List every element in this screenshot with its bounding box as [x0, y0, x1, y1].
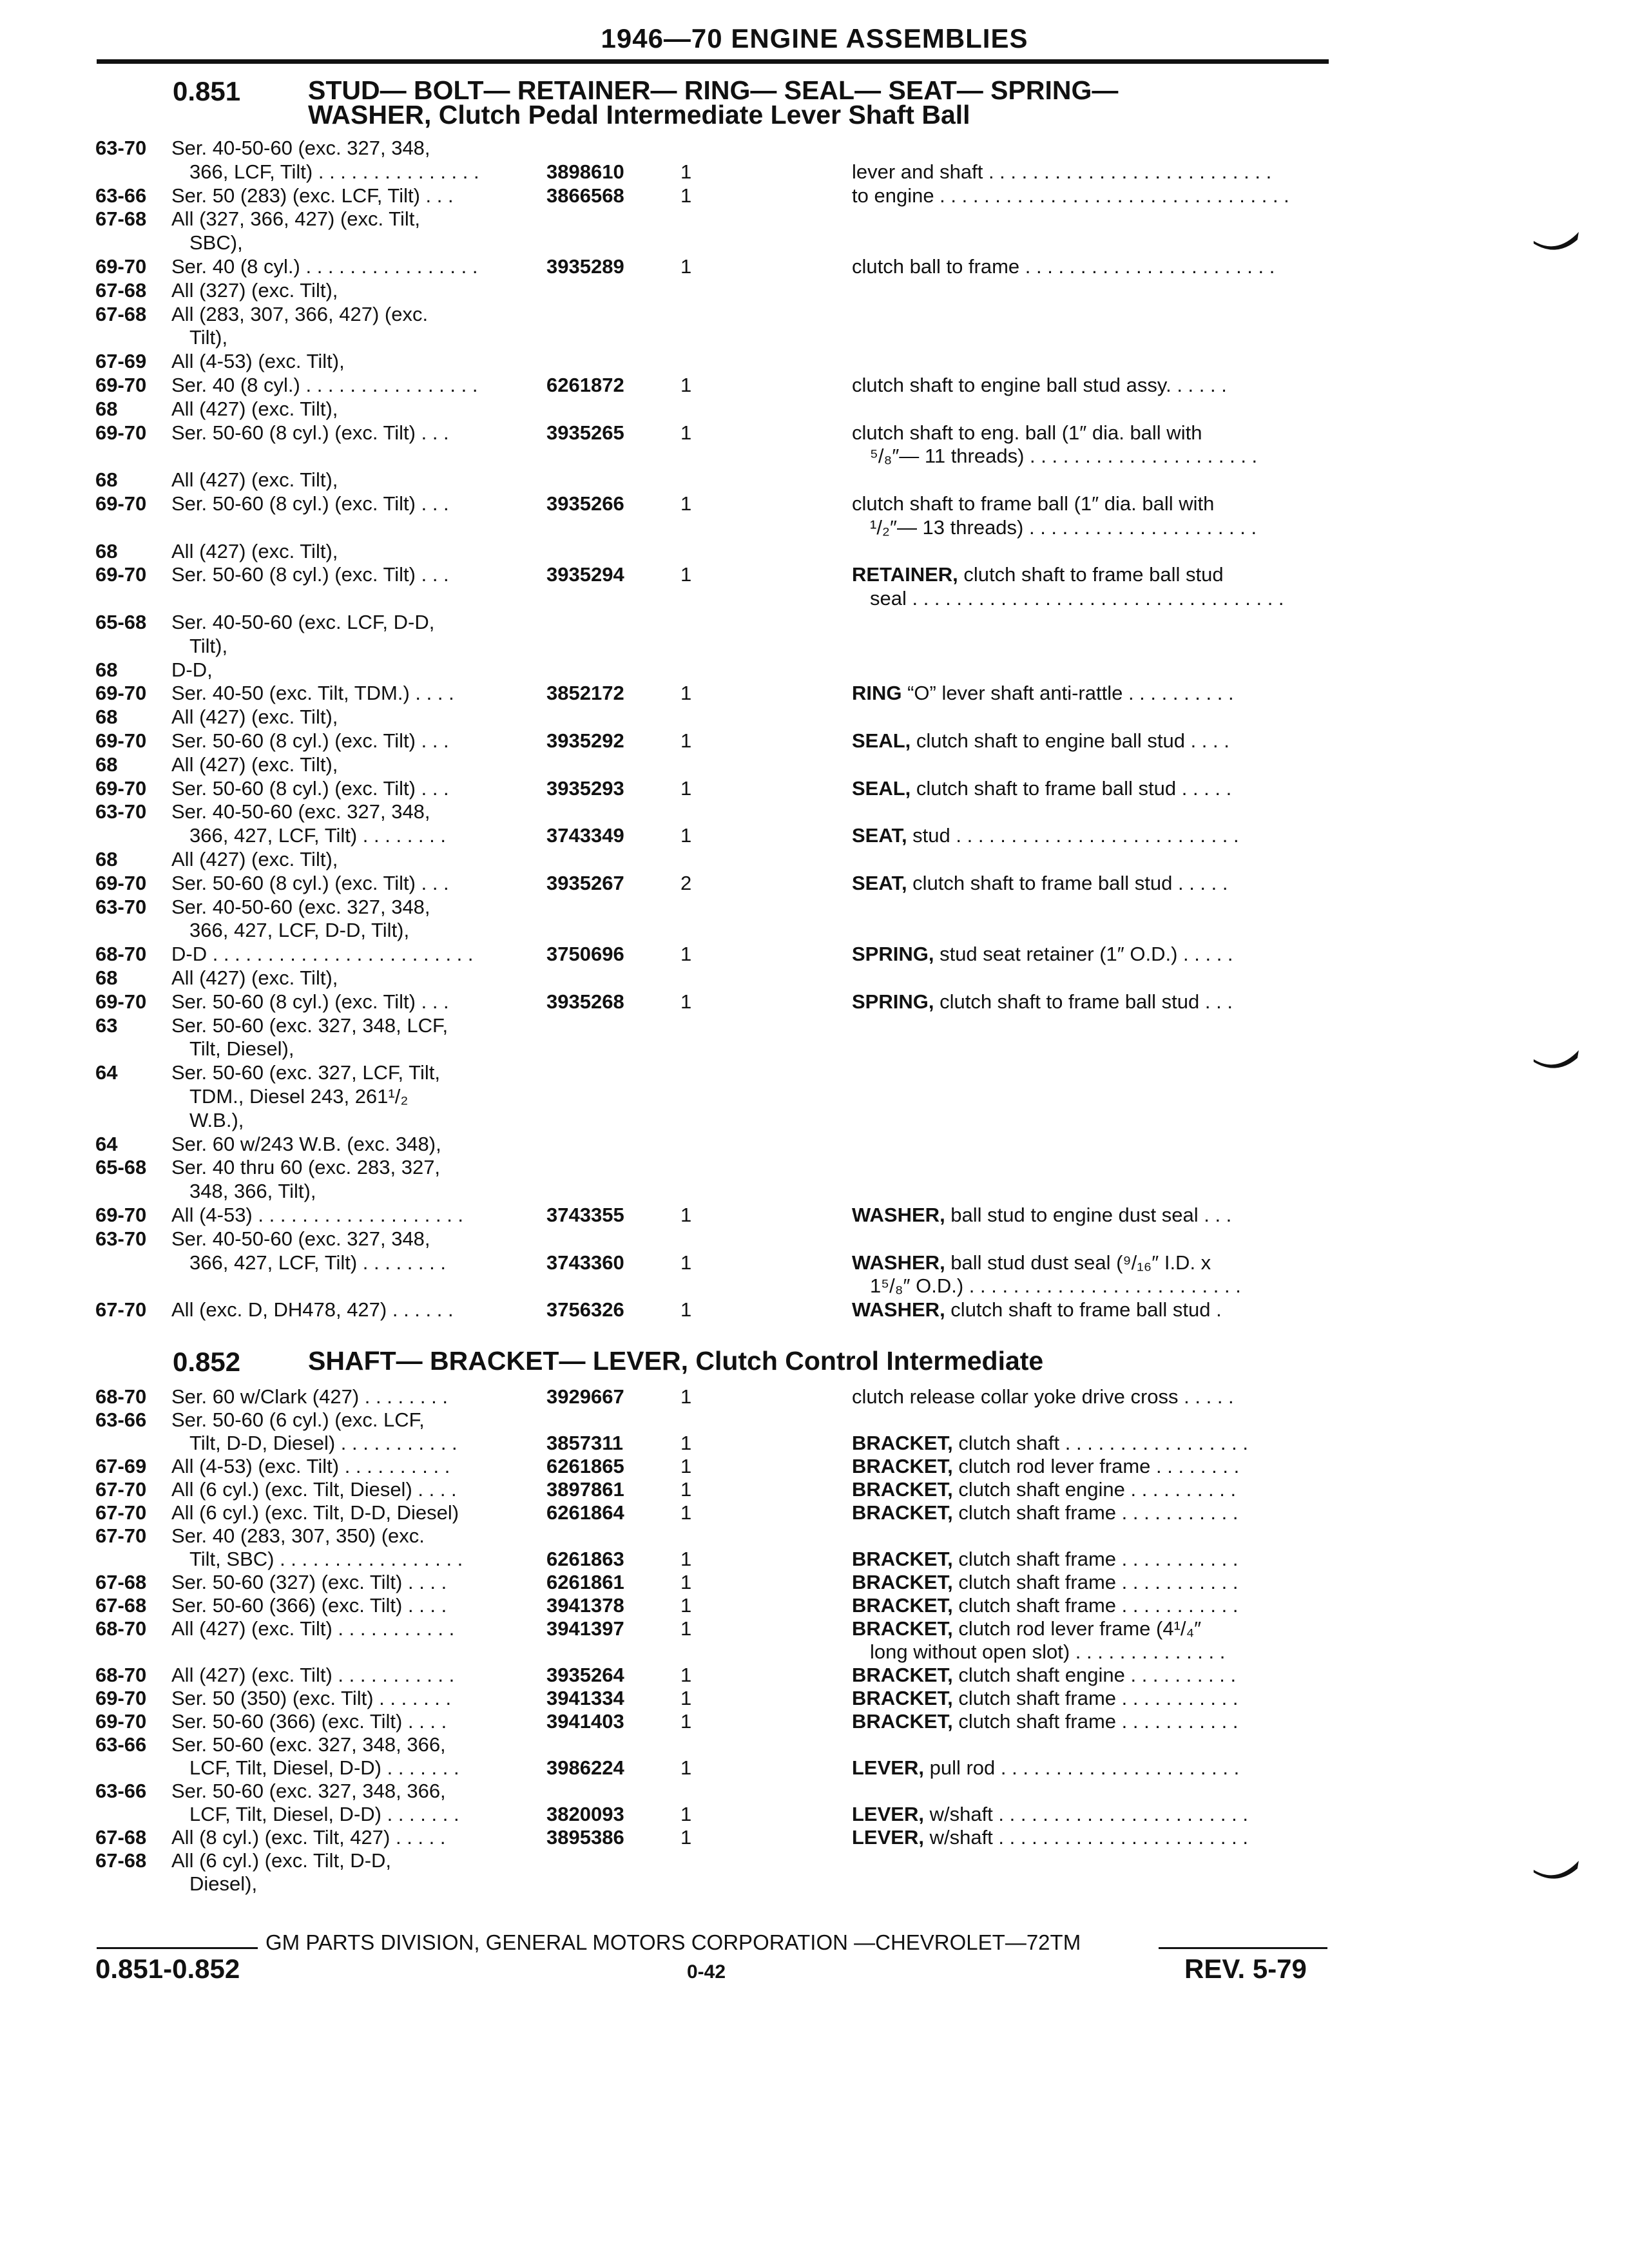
quantity: 2	[680, 871, 692, 894]
part-name: SEAL,	[852, 776, 911, 800]
year-range: 67-68	[95, 1594, 147, 1617]
part-description	[852, 516, 1326, 539]
description-text: seal . . . . . . . . . . . . . . . . . . . . . . . . . . . . . . . . . .	[870, 587, 1284, 610]
part-description	[852, 1664, 1326, 1687]
year-range: 67-70	[95, 1524, 147, 1547]
part-number: 3941334	[546, 1687, 624, 1709]
description-text: clutch shaft to frame ball stud	[958, 563, 1224, 586]
quantity: 1	[680, 1251, 692, 1274]
year-range: 64	[95, 1132, 118, 1155]
quantity: 1	[680, 1571, 692, 1593]
application: W.B.),	[189, 1108, 244, 1131]
quantity: 1	[680, 824, 692, 847]
quantity: 1	[680, 1617, 692, 1640]
part-description	[852, 1571, 1326, 1594]
application: Ser. 50-60 (366) (exc. Tilt) . . . .	[171, 1594, 447, 1617]
application: Ser. 50-60 (8 cyl.) (exc. Tilt) . . .	[171, 871, 449, 894]
year-range: 67-68	[95, 302, 147, 325]
part-number: 3935292	[546, 729, 624, 752]
part-name: WASHER,	[852, 1204, 945, 1226]
description-text: w/shaft . . . . . . . . . . . . . . . . . . . . . . .	[923, 1803, 1248, 1825]
application: Ser. 40 thru 60 (exc. 283, 327,	[171, 1156, 441, 1179]
quantity: 1	[680, 1501, 692, 1524]
year-range: 64	[95, 1061, 118, 1084]
part-number: 3929667	[546, 1385, 624, 1408]
description-text: clutch shaft frame . . . . . . . . . . .	[952, 1710, 1239, 1733]
part-number: 6261872	[546, 374, 624, 396]
application: Ser. 50-60 (327) (exc. Tilt) . . . .	[171, 1571, 447, 1593]
application: Ser. 40-50-60 (exc. 327, 348,	[171, 800, 430, 823]
part-description	[852, 1594, 1326, 1617]
part-description	[852, 943, 1326, 966]
application: Ser. 60 w/Clark (427) . . . . . . . .	[171, 1385, 448, 1408]
year-range: 69-70	[95, 1687, 147, 1709]
application: All (427) (exc. Tilt) . . . . . . . . . . .	[171, 1617, 455, 1640]
application: Tilt),	[189, 326, 228, 349]
application: Ser. 50-60 (exc. 327, 348, LCF,	[171, 1014, 448, 1037]
application: Ser. 50-60 (8 cyl.) (exc. Tilt) . . .	[171, 729, 449, 752]
year-range: 67-70	[95, 1478, 147, 1501]
footer-rule-right	[1159, 1947, 1327, 1949]
description-text: clutch shaft to frame ball stud . . .	[934, 990, 1233, 1013]
part-name: LEVER,	[852, 1756, 924, 1779]
description-text: clutch shaft frame . . . . . . . . . . .	[952, 1687, 1239, 1709]
year-range: 69-70	[95, 255, 147, 278]
part-number: 6261864	[546, 1501, 624, 1524]
quantity: 1	[680, 943, 692, 966]
part-number: 3935294	[546, 563, 624, 586]
year-range: 63-66	[95, 1780, 147, 1802]
quantity: 1	[680, 1687, 692, 1709]
part-description	[852, 1640, 1326, 1664]
part-name: SPRING,	[852, 990, 934, 1013]
description-text: clutch release collar yoke drive cross . . . . .	[852, 1385, 1234, 1408]
part-number: 6261865	[546, 1455, 624, 1477]
part-description	[852, 1274, 1326, 1298]
part-number: 3935264	[546, 1664, 624, 1686]
description-text: clutch shaft to eng. ball (1″ dia. ball with	[852, 421, 1202, 444]
year-range: 68	[95, 966, 118, 989]
description-text: w/shaft . . . . . . . . . . . . . . . . . . . . . . .	[923, 1826, 1248, 1849]
application: 348, 366, Tilt),	[189, 1180, 316, 1203]
part-name: BRACKET,	[852, 1455, 953, 1477]
year-range: 63-70	[95, 895, 147, 918]
year-range: 67-68	[95, 278, 147, 302]
application: TDM., Diesel 243, 261¹/₂	[189, 1085, 409, 1108]
application: All (427) (exc. Tilt),	[171, 539, 338, 562]
application: Ser. 50-60 (8 cyl.) (exc. Tilt) . . .	[171, 990, 449, 1013]
application: Ser. 50-60 (6 cyl.) (exc. LCF,	[171, 1408, 425, 1431]
part-number: 3935267	[546, 871, 624, 894]
year-range: 63-66	[95, 1733, 147, 1756]
year-range: 69-70	[95, 682, 147, 705]
part-number: 6261863	[546, 1548, 624, 1570]
description-text: lever and shaft . . . . . . . . . . . . . . . . . . . . . . . . . .	[852, 160, 1272, 183]
part-name: RETAINER,	[852, 563, 958, 586]
part-number: 3935268	[546, 990, 624, 1013]
part-number: 3756326	[546, 1298, 624, 1321]
year-range: 68-70	[95, 1385, 147, 1408]
description-text: ¹/₂″— 13 threads) . . . . . . . . . . . . . . . . . . . . .	[870, 515, 1257, 539]
part-name: RING	[852, 682, 902, 705]
year-range: 68-70	[95, 1664, 147, 1686]
year-range: 69-70	[95, 421, 147, 444]
part-description	[852, 1455, 1326, 1478]
application: All (4-53) (exc. Tilt),	[171, 350, 345, 373]
part-number: 3743355	[546, 1204, 624, 1226]
description-text: clutch shaft to frame ball stud . . . . .	[911, 776, 1232, 800]
part-name: LEVER,	[852, 1803, 924, 1825]
quantity: 1	[680, 421, 692, 444]
year-range: 63-70	[95, 800, 147, 823]
part-number: 3941397	[546, 1617, 624, 1640]
application: Tilt),	[189, 634, 228, 657]
year-range: 68	[95, 397, 118, 420]
footer-page-number: 0-42	[687, 1961, 726, 1983]
part-description	[852, 184, 1326, 207]
description-text: pull rod . . . . . . . . . . . . . . . . . . . . . .	[923, 1756, 1240, 1779]
quantity: 1	[680, 1664, 692, 1686]
application: Ser. 50-60 (366) (exc. Tilt) . . . .	[171, 1710, 447, 1733]
part-description	[852, 990, 1326, 1014]
quantity: 1	[680, 1548, 692, 1570]
application: All (6 cyl.) (exc. Tilt, Diesel) . . . .	[171, 1478, 457, 1501]
year-range: 69-70	[95, 492, 147, 515]
application: Ser. 40-50-60 (exc. LCF, D-D,	[171, 611, 435, 633]
footer-revision: REV. 5-79	[1184, 1954, 1307, 1984]
part-description	[852, 374, 1326, 397]
description-text: clutch shaft to frame ball (1″ dia. ball with	[852, 492, 1215, 515]
year-range: 68-70	[95, 1617, 147, 1640]
description-text: stud . . . . . . . . . . . . . . . . . . . . . . . . . .	[907, 824, 1239, 847]
description-text: clutch ball to frame . . . . . . . . . . . . . . . . . . . . . . .	[852, 255, 1275, 278]
footer-section-range: 0.851-0.852	[95, 1954, 240, 1984]
application: Ser. 50 (350) (exc. Tilt) . . . . . . .	[171, 1687, 452, 1709]
year-range: 69-70	[95, 1710, 147, 1733]
part-number: 6261861	[546, 1571, 624, 1593]
year-range: 65-68	[95, 611, 147, 633]
year-range: 63-66	[95, 184, 147, 207]
description-text: long without open slot) . . . . . . . . . . . . . .	[870, 1640, 1226, 1663]
part-name: SPRING,	[852, 943, 934, 966]
part-name: WASHER,	[852, 1298, 945, 1321]
description-text: clutch shaft frame . . . . . . . . . . .	[952, 1501, 1239, 1524]
footer-rule-left	[97, 1947, 258, 1949]
part-number: 3986224	[546, 1756, 624, 1779]
quantity: 1	[680, 1826, 692, 1849]
application: All (427) (exc. Tilt),	[171, 848, 338, 870]
year-range: 68	[95, 539, 118, 562]
part-name: SEAT,	[852, 871, 907, 894]
year-range: 63-66	[95, 1408, 147, 1431]
part-description	[852, 872, 1326, 895]
description-text: “O” lever shaft anti-rattle . . . . . . . . . .	[901, 682, 1234, 705]
application: All (427) (exc. Tilt),	[171, 966, 338, 989]
title-rule	[97, 59, 1329, 64]
application: Tilt, SBC) . . . . . . . . . . . . . . . . .	[189, 1548, 463, 1570]
application: Ser. 40-50-60 (exc. 327, 348,	[171, 895, 430, 918]
description-text: clutch shaft to engine ball stud assy. . . . . .	[852, 374, 1227, 396]
year-range: 68	[95, 753, 118, 776]
application: 366, 427, LCF, D-D, Tilt),	[189, 919, 410, 942]
part-number: 3935293	[546, 776, 624, 800]
application: 366, 427, LCF, Tilt) . . . . . . . .	[189, 824, 446, 847]
quantity: 1	[680, 160, 692, 183]
year-range: 68-70	[95, 943, 147, 966]
description-text: clutch shaft to frame ball stud . . . . .	[907, 871, 1228, 894]
quantity: 1	[680, 1594, 692, 1617]
quantity: 1	[680, 990, 692, 1013]
application: All (427) (exc. Tilt),	[171, 468, 338, 492]
quantity: 1	[680, 255, 692, 278]
description-text: ball stud dust seal (⁹/₁₆″ I.D. x	[945, 1251, 1211, 1274]
application: Ser. 50-60 (exc. 327, LCF, Tilt,	[171, 1061, 440, 1084]
year-range: 69-70	[95, 776, 147, 800]
part-description	[852, 1501, 1326, 1524]
part-description	[852, 421, 1326, 445]
description-text: ball stud to engine dust seal . . .	[945, 1204, 1232, 1226]
quantity: 1	[680, 1385, 692, 1408]
quantity: 1	[680, 184, 692, 207]
application: LCF, Tilt, Diesel, D-D) . . . . . . .	[189, 1756, 459, 1779]
section-title: SHAFT— BRACKET— LEVER, Clutch Control Intermediate	[308, 1346, 1044, 1376]
binding-mark	[1531, 1849, 1583, 1888]
part-number: 3898610	[546, 160, 624, 183]
quantity: 1	[680, 1432, 692, 1454]
application: All (427) (exc. Tilt),	[171, 706, 338, 729]
application: All (283, 307, 366, 427) (exc.	[171, 302, 429, 325]
part-number: 3895386	[546, 1826, 624, 1849]
application: 366, 427, LCF, Tilt) . . . . . . . .	[189, 1251, 446, 1274]
application: Ser. 50-60 (exc. 327, 348, 366,	[171, 1780, 446, 1802]
year-range: 63-70	[95, 137, 147, 159]
year-range: 69-70	[95, 871, 147, 894]
part-description	[852, 1617, 1326, 1640]
application: 366, LCF, Tilt) . . . . . . . . . . . . . . .	[189, 160, 479, 183]
quantity: 1	[680, 1803, 692, 1825]
application: Tilt, Diesel),	[189, 1037, 294, 1061]
part-name: BRACKET,	[852, 1664, 953, 1686]
year-range: 69-70	[95, 990, 147, 1013]
binding-mark	[1531, 1039, 1583, 1077]
part-number: 3935266	[546, 492, 624, 515]
application: Diesel),	[189, 1872, 258, 1895]
year-range: 67-69	[95, 1455, 147, 1477]
part-description	[852, 1548, 1326, 1571]
quantity: 1	[680, 1710, 692, 1733]
part-number: 3941403	[546, 1710, 624, 1733]
description-text: clutch shaft frame . . . . . . . . . . .	[952, 1571, 1239, 1593]
section-title-line1: STUD— BOLT— RETAINER— RING— SEAL— SEAT— SPRING—	[308, 75, 1119, 105]
application: All (6 cyl.) (exc. Tilt, D-D,	[171, 1849, 392, 1872]
footer-publisher: GM PARTS DIVISION, GENERAL MOTORS CORPORATION —CHEVROLET—72TM	[265, 1930, 1081, 1954]
quantity: 1	[680, 1298, 692, 1321]
section-title-line2: WASHER, Clutch Pedal Intermediate Lever Shaft Ball	[308, 100, 970, 130]
application: All (427) (exc. Tilt),	[171, 397, 338, 420]
part-description	[852, 824, 1326, 847]
quantity: 1	[680, 374, 692, 396]
application: All (4-53) . . . . . . . . . . . . . . . . . . .	[171, 1204, 464, 1226]
part-name: BRACKET,	[852, 1432, 953, 1454]
application: All (8 cyl.) (exc. Tilt, 427) . . . . .	[171, 1826, 446, 1849]
application: Ser. 50-60 (8 cyl.) (exc. Tilt) . . .	[171, 492, 449, 515]
year-range: 67-70	[95, 1501, 147, 1524]
year-range: 67-68	[95, 1826, 147, 1849]
part-name: BRACKET,	[852, 1617, 953, 1640]
quantity: 1	[680, 1204, 692, 1226]
description-text: clutch rod lever frame . . . . . . . .	[952, 1455, 1240, 1477]
part-description	[852, 1756, 1326, 1780]
part-name: BRACKET,	[852, 1548, 953, 1570]
section-number: 0.852	[173, 1347, 241, 1377]
year-range: 65-68	[95, 1156, 147, 1179]
application: All (4-53) (exc. Tilt) . . . . . . . . . .	[171, 1455, 450, 1477]
part-description	[852, 255, 1326, 278]
part-description	[852, 1478, 1326, 1501]
part-description	[852, 1803, 1326, 1826]
quantity: 1	[680, 492, 692, 515]
application: All (6 cyl.) (exc. Tilt, D-D, Diesel)	[171, 1501, 459, 1524]
application: LCF, Tilt, Diesel, D-D) . . . . . . .	[189, 1803, 459, 1825]
application: Ser. 50-60 (8 cyl.) (exc. Tilt) . . .	[171, 563, 449, 586]
quantity: 1	[680, 682, 692, 705]
part-description	[852, 729, 1326, 753]
year-range: 67-68	[95, 1849, 147, 1872]
year-range: 68	[95, 658, 118, 681]
application: SBC),	[189, 231, 243, 255]
application: Ser. 40-50-60 (exc. 327, 348,	[171, 1227, 430, 1250]
description-text: clutch shaft frame . . . . . . . . . . .	[952, 1548, 1239, 1570]
part-number: 3897861	[546, 1478, 624, 1501]
year-range: 63	[95, 1014, 118, 1037]
part-description	[852, 1710, 1326, 1733]
part-description	[852, 587, 1326, 610]
description-text: clutch rod lever frame (4¹/₄″	[952, 1617, 1202, 1640]
year-range: 63-70	[95, 1227, 147, 1250]
description-text: clutch shaft frame . . . . . . . . . . .	[952, 1594, 1239, 1617]
part-description	[852, 1432, 1326, 1455]
application: Ser. 40 (8 cyl.) . . . . . . . . . . . . . . . .	[171, 255, 478, 278]
part-number: 3857311	[546, 1432, 623, 1454]
part-number: 3820093	[546, 1803, 624, 1825]
part-name: BRACKET,	[852, 1710, 953, 1733]
application: Ser. 40-50 (exc. Tilt, TDM.) . . . .	[171, 682, 454, 705]
application: Ser. 40 (8 cyl.) . . . . . . . . . . . . . . . .	[171, 374, 478, 396]
year-range: 68	[95, 706, 118, 729]
application: Tilt, D-D, Diesel) . . . . . . . . . . .	[189, 1432, 458, 1454]
application: Ser. 60 w/243 W.B. (exc. 348),	[171, 1132, 441, 1155]
section-number: 0.851	[173, 76, 241, 106]
quantity: 1	[680, 563, 692, 586]
part-number: 3941378	[546, 1594, 624, 1617]
part-name: BRACKET,	[852, 1478, 953, 1501]
part-description	[852, 160, 1326, 184]
year-range: 69-70	[95, 374, 147, 396]
part-name: LEVER,	[852, 1826, 924, 1849]
part-name: SEAT,	[852, 824, 907, 847]
description-text: clutch shaft to engine ball stud . . . .	[911, 729, 1229, 752]
part-name: SEAL,	[852, 729, 911, 752]
part-name: WASHER,	[852, 1251, 945, 1274]
year-range: 67-68	[95, 207, 147, 231]
description-text: clutch shaft to frame ball stud .	[945, 1298, 1222, 1321]
part-description	[852, 563, 1326, 586]
description-text: clutch shaft engine . . . . . . . . . .	[952, 1478, 1237, 1501]
quantity: 1	[680, 1756, 692, 1779]
application: Ser. 50 (283) (exc. LCF, Tilt) . . .	[171, 184, 454, 207]
part-number: 3935289	[546, 255, 624, 278]
part-description	[852, 1251, 1326, 1274]
application: D-D,	[171, 658, 213, 681]
part-description	[852, 777, 1326, 800]
application: Ser. 40-50-60 (exc. 327, 348,	[171, 137, 430, 159]
part-name: BRACKET,	[852, 1594, 953, 1617]
year-range: 67-70	[95, 1298, 147, 1321]
part-number: 3743360	[546, 1251, 624, 1274]
part-description	[852, 682, 1326, 705]
quantity: 1	[680, 1455, 692, 1477]
description-text: to engine . . . . . . . . . . . . . . . . . . . . . . . . . . . . . . . .	[852, 184, 1289, 207]
part-number: 3852172	[546, 682, 624, 705]
application: Ser. 50-60 (8 cyl.) (exc. Tilt) . . .	[171, 776, 449, 800]
part-description	[852, 1826, 1326, 1849]
year-range: 67-69	[95, 350, 147, 373]
part-description	[852, 1687, 1326, 1710]
part-name: BRACKET,	[852, 1687, 953, 1709]
application: D-D . . . . . . . . . . . . . . . . . . . . . . . .	[171, 943, 474, 966]
year-range: 69-70	[95, 1204, 147, 1226]
application: All (427) (exc. Tilt),	[171, 753, 338, 776]
year-range: 69-70	[95, 563, 147, 586]
application: All (327) (exc. Tilt),	[171, 278, 338, 302]
description-text: clutch shaft . . . . . . . . . . . . . . . . .	[952, 1432, 1248, 1454]
part-number: 3866568	[546, 184, 624, 207]
quantity: 1	[680, 776, 692, 800]
part-description	[852, 492, 1326, 515]
application: Ser. 50-60 (8 cyl.) (exc. Tilt) . . .	[171, 421, 449, 444]
binding-mark	[1531, 227, 1583, 259]
part-description	[852, 445, 1326, 468]
application: Ser. 40 (283, 307, 350) (exc.	[171, 1524, 425, 1547]
year-range: 67-68	[95, 1571, 147, 1593]
application: All (427) (exc. Tilt) . . . . . . . . . . .	[171, 1664, 455, 1686]
part-name: BRACKET,	[852, 1571, 953, 1593]
description-text: clutch shaft engine . . . . . . . . . .	[952, 1664, 1237, 1686]
year-range: 68	[95, 468, 118, 492]
description-text: 1⁵/₈″ O.D.) . . . . . . . . . . . . . . . . . . . . . . . . .	[870, 1274, 1241, 1298]
part-number: 3743349	[546, 824, 624, 847]
application: All (327, 366, 427) (exc. Tilt,	[171, 207, 420, 231]
part-description	[852, 1204, 1326, 1227]
part-description	[852, 1298, 1326, 1321]
application: All (exc. D, DH478, 427) . . . . . .	[171, 1298, 454, 1321]
year-range: 69-70	[95, 729, 147, 752]
part-name: BRACKET,	[852, 1501, 953, 1524]
year-range: 68	[95, 848, 118, 870]
quantity: 1	[680, 1478, 692, 1501]
part-number: 3935265	[546, 421, 624, 444]
application: Ser. 50-60 (exc. 327, 348, 366,	[171, 1733, 446, 1756]
page-title: 1946—70 ENGINE ASSEMBLIES	[601, 23, 1028, 53]
part-description	[852, 1385, 1326, 1408]
description-text: ⁵/₈″— 11 threads) . . . . . . . . . . . . . . . . . . . . .	[870, 445, 1258, 468]
description-text: stud seat retainer (1″ O.D.) . . . . .	[934, 943, 1233, 966]
part-number: 3750696	[546, 943, 624, 966]
quantity: 1	[680, 729, 692, 752]
